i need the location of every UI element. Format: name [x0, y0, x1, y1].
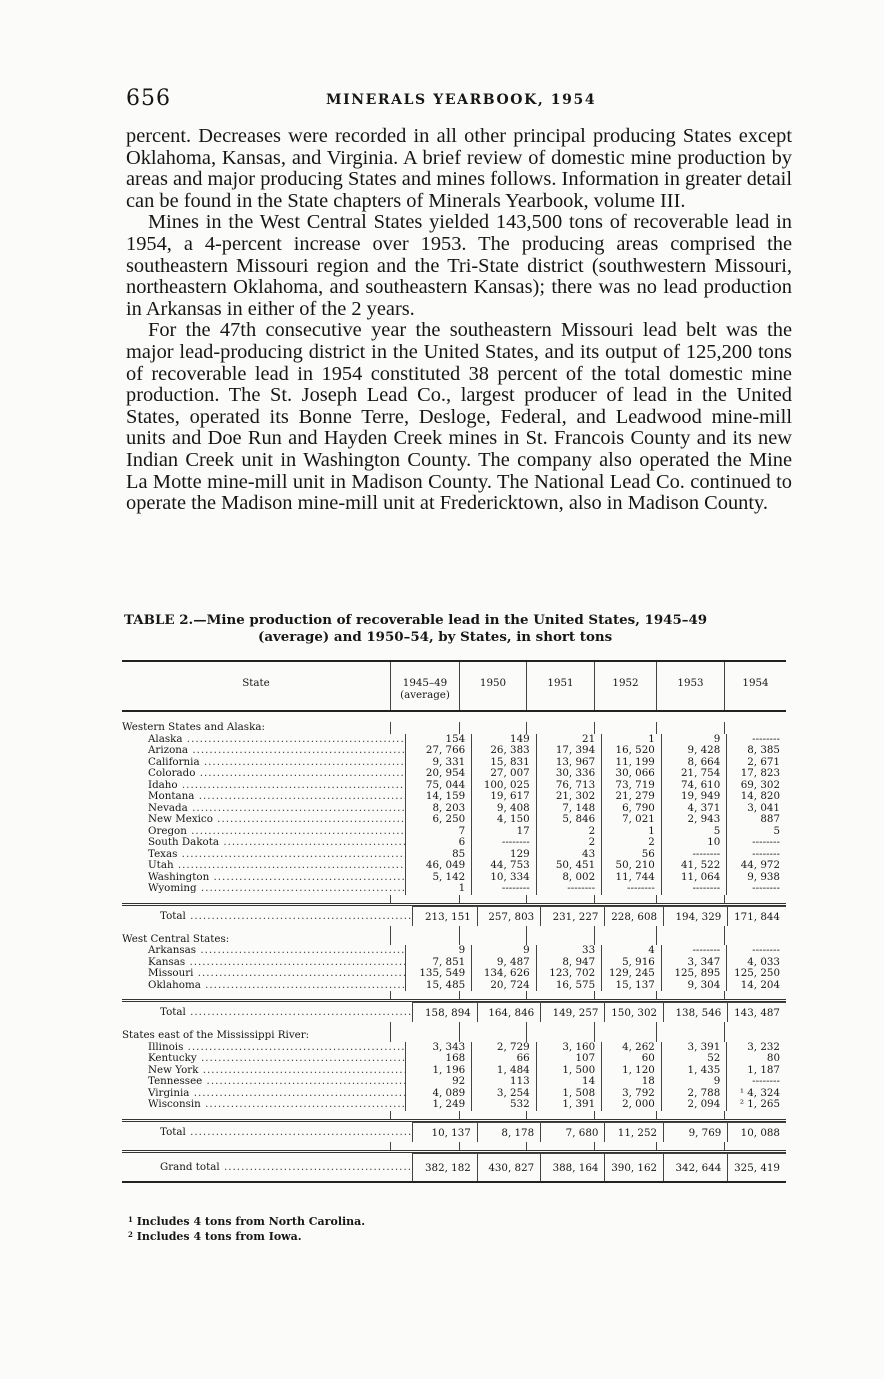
state-name: Missouri ..... — [122, 968, 405, 980]
table-row — [122, 1053, 786, 1065]
cell-value: -------- — [726, 945, 786, 957]
cell-value: -------- — [471, 837, 535, 849]
cell-value: 3, 391 — [661, 1042, 726, 1054]
cell-value: 21, 279 — [601, 791, 661, 803]
cell-value: 11, 252 — [604, 1122, 663, 1142]
cell-value: 15, 485 — [405, 980, 471, 992]
grand-total-row — [122, 1150, 786, 1181]
group-heading — [122, 934, 786, 946]
cell-value: 60 — [601, 1053, 661, 1065]
cell-value: 9, 487 — [471, 957, 535, 969]
cell-value: ² 1, 265 — [726, 1099, 786, 1111]
cell-value: 33 — [536, 945, 601, 957]
state-name: South Dakota ..... — [122, 837, 405, 849]
cell-value: 5 — [726, 826, 786, 838]
cell-value: 3, 160 — [536, 1042, 601, 1054]
cell-value: 11, 064 — [661, 872, 726, 884]
cell-value: 10, 137 — [412, 1122, 477, 1142]
cell-value: 17, 394 — [536, 745, 601, 757]
cell-value: 4, 089 — [405, 1088, 471, 1100]
cell-value: 3, 254 — [471, 1088, 535, 1100]
row-spacer — [122, 926, 786, 934]
cell-value: 2, 000 — [601, 1099, 661, 1111]
paragraph: Mines in the West Central States yielded 143,500 tons of recoverable lead in 1954, a 4-percent increase over 1953. The producing areas comprised the southeastern Missouri region and the Tri-State district (southwestern Missouri, northeastern Oklahoma, and southeastern Kansas); there was no lead production in Arkansas in either of the 2 years. — [126, 211, 792, 320]
cell-value: ¹ 4, 324 — [726, 1088, 786, 1100]
cell-value: 4, 371 — [661, 803, 726, 815]
cell-value: 135, 549 — [405, 968, 471, 980]
cell-value: 7, 021 — [601, 814, 661, 826]
state-name: Alaska ..... — [122, 734, 405, 746]
cell-value: -------- — [661, 883, 726, 895]
cell-value: 168 — [405, 1053, 471, 1065]
cell-value: 9, 408 — [471, 803, 535, 815]
state-name: Oklahoma ..... — [122, 980, 405, 992]
cell-value: 5, 846 — [536, 814, 601, 826]
state-name: Wisconsin ..... — [122, 1099, 405, 1111]
cell-value: 149 — [471, 734, 535, 746]
header-1951: 1951 — [526, 662, 594, 710]
table-row — [122, 945, 786, 957]
state-name: Nevada ..... — [122, 803, 405, 815]
cell-value: 10 — [661, 837, 726, 849]
cell-value: 7, 851 — [405, 957, 471, 969]
cell-value: 1, 196 — [405, 1065, 471, 1077]
cell-value: 1 — [405, 883, 471, 895]
cell-value: 6, 250 — [405, 814, 471, 826]
cell-value: -------- — [726, 734, 786, 746]
header-average: (average) — [400, 689, 450, 701]
cell-value: -------- — [661, 849, 726, 861]
body-text — [126, 126, 792, 515]
cell-value: 26, 383 — [471, 745, 535, 757]
cell-value: 21, 754 — [661, 768, 726, 780]
state-name: Texas ..... — [122, 849, 405, 861]
cell-value: 74, 610 — [661, 780, 726, 792]
group-heading — [122, 1030, 786, 1042]
cell-value: 1, 187 — [726, 1065, 786, 1077]
cell-value: -------- — [726, 1076, 786, 1088]
group-name: States east of the Mississippi River: — [122, 1030, 310, 1041]
cell-value: -------- — [726, 883, 786, 895]
cell-value: 6, 790 — [601, 803, 661, 815]
cell-value: 14, 820 — [726, 791, 786, 803]
group-heading — [122, 722, 786, 734]
cell-value: 1, 249 — [405, 1099, 471, 1111]
cell-value: -------- — [601, 883, 661, 895]
header-state: State — [242, 677, 270, 689]
cell-value: 9, 938 — [726, 872, 786, 884]
cell-value: 887 — [726, 814, 786, 826]
cell-value: 2 — [536, 837, 601, 849]
cell-value: 16, 575 — [536, 980, 601, 992]
table-header-row — [122, 662, 786, 712]
running-title: MINERALS YEARBOOK, 1954 — [326, 92, 597, 108]
state-name: Total ..... — [122, 1002, 412, 1022]
table-row — [122, 883, 786, 895]
cell-value: 9 — [405, 945, 471, 957]
cell-value: 213, 151 — [412, 906, 477, 926]
cell-value: 80 — [726, 1053, 786, 1065]
header-years: 1945–49 — [402, 677, 448, 689]
cell-value: 44, 972 — [726, 860, 786, 872]
state-name: Washington ..... — [122, 872, 405, 884]
caption-line: TABLE 2.—Mine production of recoverable lead in the United States, 1945–49 — [124, 612, 708, 628]
cell-value: 171, 844 — [727, 906, 786, 926]
cell-value: 41, 522 — [661, 860, 726, 872]
cell-value: 5 — [661, 826, 726, 838]
table-row — [122, 745, 786, 757]
cell-value: 390, 162 — [604, 1153, 663, 1181]
table-row — [122, 1076, 786, 1088]
cell-value: 2, 943 — [661, 814, 726, 826]
table-row — [122, 872, 786, 884]
cell-value: 194, 329 — [663, 906, 727, 926]
header-1950: 1950 — [459, 662, 526, 710]
cell-value: 15, 137 — [601, 980, 661, 992]
cell-value: 143, 487 — [727, 1002, 786, 1022]
cell-value: 5, 142 — [405, 872, 471, 884]
lead-production-table — [122, 660, 786, 1183]
cell-value: 9 — [471, 945, 535, 957]
table-row — [122, 1099, 786, 1111]
state-name: Total ..... — [122, 1122, 412, 1142]
cell-value: 21 — [536, 734, 601, 746]
caption-line: (average) and 1950–54, by States, in short tons — [258, 629, 613, 645]
cell-value: 9, 769 — [663, 1122, 727, 1142]
state-name: Utah ..... — [122, 860, 405, 872]
cell-value: 7, 148 — [536, 803, 601, 815]
cell-value: 52 — [661, 1053, 726, 1065]
cell-value: 125, 895 — [661, 968, 726, 980]
cell-value: 8, 664 — [661, 757, 726, 769]
cell-value: 8, 385 — [726, 745, 786, 757]
cell-value: 14, 204 — [726, 980, 786, 992]
cell-value: 9, 331 — [405, 757, 471, 769]
state-name: Kentucky ..... — [122, 1053, 405, 1065]
cell-value: 13, 967 — [536, 757, 601, 769]
cell-value: 11, 199 — [601, 757, 661, 769]
cell-value: 1, 391 — [536, 1099, 601, 1111]
cell-value: 9, 428 — [661, 745, 726, 757]
state-name: Oregon ..... — [122, 826, 405, 838]
state-name: Arizona ..... — [122, 745, 405, 757]
cell-value: 4, 150 — [471, 814, 535, 826]
table-row — [122, 768, 786, 780]
cell-value: 15, 831 — [471, 757, 535, 769]
cell-value: 76, 713 — [536, 780, 601, 792]
group-name: West Central States: — [122, 933, 230, 945]
table-row — [122, 814, 786, 826]
cell-value: -------- — [726, 837, 786, 849]
state-name: Arkansas ..... — [122, 945, 405, 957]
row-spacer — [122, 991, 786, 999]
table-row — [122, 791, 786, 803]
cell-value: 9 — [661, 734, 726, 746]
cell-value: 325, 419 — [727, 1153, 786, 1181]
cell-value: 1, 120 — [601, 1065, 661, 1077]
cell-value: 17 — [471, 826, 535, 838]
cell-value: 10, 334 — [471, 872, 535, 884]
cell-value: 44, 753 — [471, 860, 535, 872]
cell-value: 92 — [405, 1076, 471, 1088]
cell-value: 50, 451 — [536, 860, 601, 872]
cell-value: 342, 644 — [663, 1153, 727, 1181]
paragraph: percent. Decreases were recorded in all other principal producing States except Oklahoma, Kansas, and Virginia. A brief review of domestic mine production by areas and major producing States and mines follows. Information in greater detail can be found in the State chapters of Minerals Yearbook, volume III. — [126, 125, 792, 212]
cell-value: 8, 947 — [536, 957, 601, 969]
state-name: Wyoming ..... — [122, 883, 405, 895]
cell-value: 2, 671 — [726, 757, 786, 769]
state-name: Total ..... — [122, 906, 412, 926]
cell-value: 257, 803 — [477, 906, 540, 926]
state-name: Idaho ..... — [122, 780, 405, 792]
cell-value: 149, 257 — [540, 1002, 604, 1022]
cell-value: 8, 002 — [536, 872, 601, 884]
table-row — [122, 837, 786, 849]
cell-value: 430, 827 — [477, 1153, 540, 1181]
cell-value: 85 — [405, 849, 471, 861]
cell-value: 125, 250 — [726, 968, 786, 980]
cell-value: 388, 164 — [540, 1153, 604, 1181]
cell-value: 3, 343 — [405, 1042, 471, 1054]
cell-value: 8, 203 — [405, 803, 471, 815]
cell-value: 3, 792 — [601, 1088, 661, 1100]
state-name: Virginia ..... — [122, 1088, 405, 1100]
row-spacer — [122, 1111, 786, 1119]
cell-value: 21, 302 — [536, 791, 601, 803]
cell-value: 5, 916 — [601, 957, 661, 969]
cell-value: 27, 007 — [471, 768, 535, 780]
state-name: New Mexico ..... — [122, 814, 405, 826]
cell-value: 1 — [601, 826, 661, 838]
cell-value: 4, 262 — [601, 1042, 661, 1054]
cell-value: 17, 823 — [726, 768, 786, 780]
cell-value: 10, 088 — [727, 1122, 786, 1142]
row-spacer — [122, 1022, 786, 1030]
cell-value: 129, 245 — [601, 968, 661, 980]
cell-value: 73, 719 — [601, 780, 661, 792]
row-spacer — [122, 1142, 786, 1150]
cell-value: 46, 049 — [405, 860, 471, 872]
state-name: Colorado ..... — [122, 768, 405, 780]
cell-value: -------- — [726, 849, 786, 861]
cell-value: 20, 954 — [405, 768, 471, 780]
header-1952: 1952 — [594, 662, 656, 710]
cell-value: 228, 608 — [604, 906, 663, 926]
cell-value: 4 — [601, 945, 661, 957]
cell-value: 43 — [536, 849, 601, 861]
cell-value: 2, 094 — [661, 1099, 726, 1111]
page-number: 656 — [126, 86, 171, 111]
cell-value: 18 — [601, 1076, 661, 1088]
cell-value: 19, 949 — [661, 791, 726, 803]
header-1945-49 — [390, 662, 459, 710]
table-row — [122, 980, 786, 992]
cell-value: 1, 500 — [536, 1065, 601, 1077]
cell-value: 14 — [536, 1076, 601, 1088]
footnote: $^2$ Includes 4 tons from Iowa. — [128, 1230, 302, 1243]
state-name: New York ..... — [122, 1065, 405, 1077]
total-row — [122, 903, 786, 926]
cell-value: 3, 347 — [661, 957, 726, 969]
table-row — [122, 860, 786, 872]
cell-value: 532 — [471, 1099, 535, 1111]
row-spacer — [122, 895, 786, 903]
state-name: Kansas ..... — [122, 957, 405, 969]
total-row — [122, 1119, 786, 1142]
table-row — [122, 826, 786, 838]
cell-value: 2, 788 — [661, 1088, 726, 1100]
table-body — [122, 712, 786, 1181]
cell-value: 7, 680 — [540, 1122, 604, 1142]
cell-value: 66 — [471, 1053, 535, 1065]
cell-value: 164, 846 — [477, 1002, 540, 1022]
cell-value: 56 — [601, 849, 661, 861]
cell-value: 1, 435 — [661, 1065, 726, 1077]
cell-value: 16, 520 — [601, 745, 661, 757]
cell-value: 11, 744 — [601, 872, 661, 884]
header-1954: 1954 — [724, 662, 786, 710]
cell-value: 2 — [601, 837, 661, 849]
cell-value: 27, 766 — [405, 745, 471, 757]
state-name: Grand total ..... — [122, 1153, 412, 1181]
cell-value: 3, 041 — [726, 803, 786, 815]
cell-value: 382, 182 — [412, 1153, 477, 1181]
cell-value: 1 — [601, 734, 661, 746]
cell-value: 30, 066 — [601, 768, 661, 780]
cell-value: 30, 336 — [536, 768, 601, 780]
page-header — [126, 86, 792, 116]
cell-value: 158, 894 — [412, 1002, 477, 1022]
cell-value: 3, 232 — [726, 1042, 786, 1054]
cell-value: 9, 304 — [661, 980, 726, 992]
state-name: Montana ..... — [122, 791, 405, 803]
header-1953: 1953 — [656, 662, 724, 710]
cell-value: 69, 302 — [726, 780, 786, 792]
cell-value: 1, 484 — [471, 1065, 535, 1077]
cell-value: 19, 617 — [471, 791, 535, 803]
cell-value: 2, 729 — [471, 1042, 535, 1054]
cell-value: 14, 159 — [405, 791, 471, 803]
state-name: Illinois ..... — [122, 1042, 405, 1054]
cell-value: 4, 033 — [726, 957, 786, 969]
cell-value: 150, 302 — [604, 1002, 663, 1022]
paragraph: For the 47th consecutive year the southeastern Missouri lead belt was the major lead-producing district in the United States, and its output of 125,200 tons of recoverable lead in 1954 constituted 38 percent of the total domestic mine production. The St. Joseph Lead Co., largest producer of lead in the United States, operated its Bonne Terre, Desloge, Federal, and Leadwood mine-mill units and Doe Run and Hayden Creek mines in St. Francois County and its new Indian Creek unit in Washington County. The company also operated the Mine La Motte mine-mill unit in Madison County. The National Lead Co. continued to operate the Madison mine-mill unit at Fredericktown, also in Madison County. — [126, 319, 792, 515]
table-caption — [124, 612, 792, 646]
footnote: $^1$ Includes 4 tons from North Carolina. — [128, 1215, 366, 1228]
cell-value: 75, 044 — [405, 780, 471, 792]
cell-value: 7 — [405, 826, 471, 838]
cell-value: -------- — [661, 945, 726, 957]
cell-value: 8, 178 — [477, 1122, 540, 1142]
cell-value: 20, 724 — [471, 980, 535, 992]
footnotes — [128, 1213, 365, 1243]
cell-value: 9 — [661, 1076, 726, 1088]
cell-value: 231, 227 — [540, 906, 604, 926]
cell-value: 1, 508 — [536, 1088, 601, 1100]
state-name: Tennessee ..... — [122, 1076, 405, 1088]
state-name: California ..... — [122, 757, 405, 769]
cell-value: 154 — [405, 734, 471, 746]
total-row — [122, 999, 786, 1022]
cell-value: 6 — [405, 837, 471, 849]
cell-value: -------- — [471, 883, 535, 895]
group-name: Western States and Alaska: — [122, 722, 265, 733]
table-row — [122, 968, 786, 980]
cell-value: 113 — [471, 1076, 535, 1088]
cell-value: 123, 702 — [536, 968, 601, 980]
cell-value: 134, 626 — [471, 968, 535, 980]
cell-value: 50, 210 — [601, 860, 661, 872]
cell-value: 138, 546 — [663, 1002, 727, 1022]
cell-value: 107 — [536, 1053, 601, 1065]
cell-value: 2 — [536, 826, 601, 838]
cell-value: 129 — [471, 849, 535, 861]
cell-value: 100, 025 — [471, 780, 535, 792]
cell-value: -------- — [536, 883, 601, 895]
